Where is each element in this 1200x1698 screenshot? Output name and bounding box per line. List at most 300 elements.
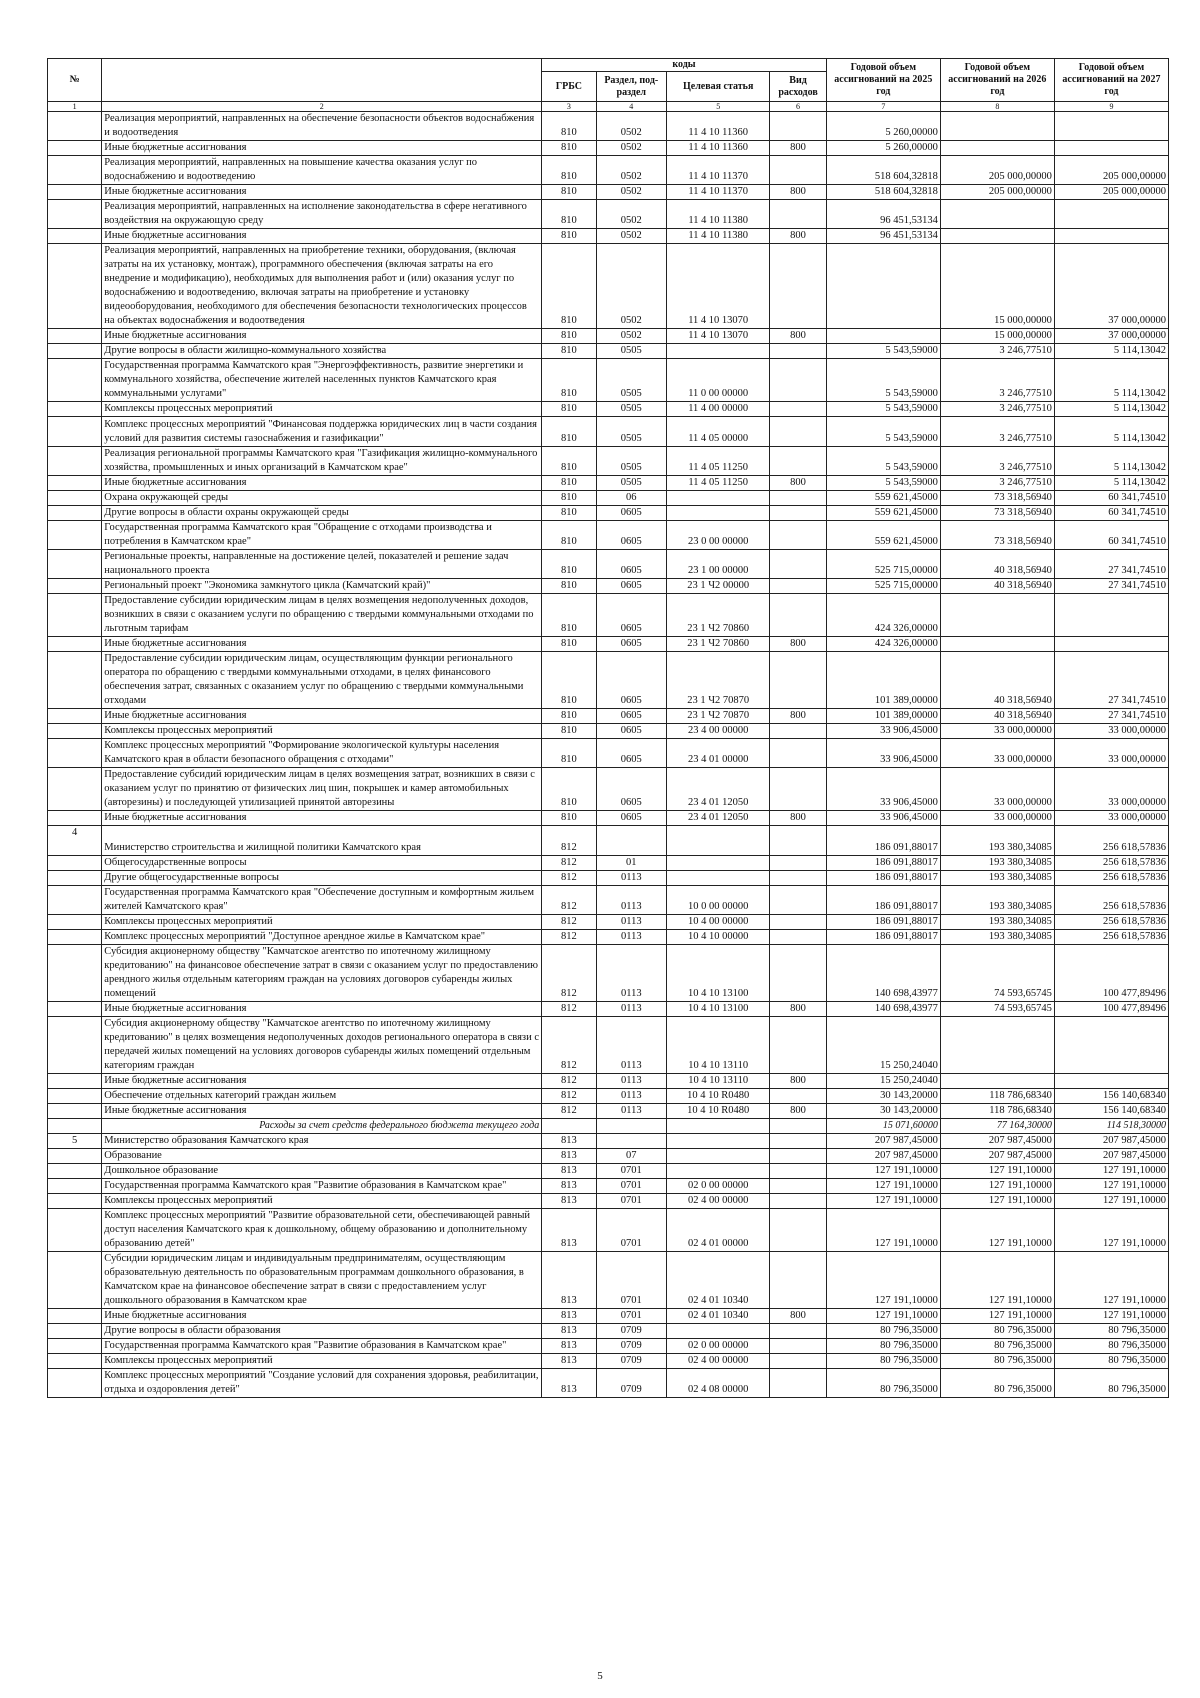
row-amount-2027: 5 114,13042: [1054, 476, 1168, 491]
row-razdel: 0709: [596, 1354, 667, 1369]
row-amount-2027: 5 114,13042: [1054, 402, 1168, 417]
row-vid: 800: [770, 1104, 827, 1119]
row-razdel: 0113: [596, 930, 667, 945]
row-amount-2025: 33 906,45000: [826, 739, 940, 768]
row-amount-2025: 186 091,88017: [826, 886, 940, 915]
table-row: [48, 856, 1169, 871]
row-grbs: 813: [542, 1164, 596, 1179]
header-no: №: [48, 59, 102, 102]
row-target: 11 4 10 11360: [667, 141, 770, 156]
table-row: [48, 447, 1169, 476]
row-amount-2025: 186 091,88017: [826, 856, 940, 871]
row-vid: [770, 402, 827, 417]
row-amount-2025: 559 621,45000: [826, 491, 940, 506]
table-row: [48, 521, 1169, 550]
row-name: Иные бюджетные ассигнования: [102, 637, 542, 652]
row-amount-2026: 207 987,45000: [940, 1134, 1054, 1149]
row-number: [48, 1164, 102, 1179]
header-2027: Годовой объем ассигнований на 2027 год: [1054, 59, 1168, 102]
row-name: Комплекс процессных мероприятий "Создание условий для сохранения здоровья, реабилитации, отдыха и оздоровления детей": [102, 1369, 542, 1398]
row-name: Расходы за счет средств федерального бюджета текущего года: [102, 1119, 542, 1134]
row-amount-2027: 80 796,35000: [1054, 1339, 1168, 1354]
table-row: [48, 1149, 1169, 1164]
row-razdel: 0701: [596, 1164, 667, 1179]
table-row: [48, 1339, 1169, 1354]
row-amount-2025: 140 698,43977: [826, 945, 940, 1002]
row-number: [48, 550, 102, 579]
row-vid: 800: [770, 1074, 827, 1089]
row-target: 23 1 00 00000: [667, 550, 770, 579]
row-vid: [770, 856, 827, 871]
row-razdel: 0605: [596, 521, 667, 550]
row-vid: [770, 1164, 827, 1179]
row-amount-2025: 15 250,24040: [826, 1074, 940, 1089]
row-amount-2026: 193 380,34085: [940, 915, 1054, 930]
row-number: [48, 1369, 102, 1398]
row-number: [48, 359, 102, 402]
row-amount-2026: 193 380,34085: [940, 871, 1054, 886]
row-razdel: 0113: [596, 886, 667, 915]
header-target: Целевая статья: [667, 72, 770, 102]
row-number: [48, 1309, 102, 1324]
table-row: [48, 724, 1169, 739]
table-row: [48, 1354, 1169, 1369]
row-vid: [770, 417, 827, 447]
row-vid: 800: [770, 709, 827, 724]
row-name: Иные бюджетные ассигнования: [102, 329, 542, 344]
row-name: Государственная программа Камчатского края "Энергоэффективность, развитие энергетики и коммунального хозяйства, обеспечение жителей населенных пунктов Камчатского края коммунальными услугами": [102, 359, 542, 402]
row-number: [48, 1179, 102, 1194]
header-grbs: ГРБС: [542, 72, 596, 102]
row-vid: 800: [770, 637, 827, 652]
row-number: [48, 1149, 102, 1164]
row-name: Обеспечение отдельных категорий граждан жильем: [102, 1089, 542, 1104]
col-number: 8: [940, 102, 1054, 112]
header-name: [102, 59, 542, 102]
row-name: Министерство строительства и жилищной политики Камчатского края: [102, 826, 542, 856]
row-number: [48, 112, 102, 141]
header-2026: Годовой объем ассигнований на 2026 год: [940, 59, 1054, 102]
row-vid: 800: [770, 185, 827, 200]
row-grbs: 813: [542, 1149, 596, 1164]
row-amount-2026: 40 318,56940: [940, 652, 1054, 709]
row-name: Государственная программа Камчатского края "Развитие образования в Камчатском крае": [102, 1339, 542, 1354]
row-number: [48, 447, 102, 476]
row-grbs: 812: [542, 826, 596, 856]
row-grbs: 810: [542, 200, 596, 229]
row-number: [48, 329, 102, 344]
row-number: [48, 856, 102, 871]
row-grbs: 810: [542, 244, 596, 329]
row-target: [667, 856, 770, 871]
row-amount-2025: 186 091,88017: [826, 915, 940, 930]
row-razdel: 0605: [596, 724, 667, 739]
row-amount-2027: 60 341,74510: [1054, 506, 1168, 521]
row-amount-2026: 118 786,68340: [940, 1089, 1054, 1104]
table-row: [48, 402, 1169, 417]
table-row: [48, 229, 1169, 244]
row-razdel: [596, 1134, 667, 1149]
row-amount-2026: 33 000,00000: [940, 768, 1054, 811]
row-target: 10 4 00 00000: [667, 915, 770, 930]
row-grbs: 810: [542, 652, 596, 709]
row-number: [48, 871, 102, 886]
row-vid: [770, 945, 827, 1002]
row-amount-2027: 27 341,74510: [1054, 579, 1168, 594]
row-amount-2026: 73 318,56940: [940, 506, 1054, 521]
row-grbs: 810: [542, 344, 596, 359]
table-header: [48, 59, 1169, 112]
row-amount-2026: 127 191,10000: [940, 1194, 1054, 1209]
row-name: Иные бюджетные ассигнования: [102, 709, 542, 724]
row-number: [48, 1339, 102, 1354]
table-row: [48, 915, 1169, 930]
table-row: [48, 1104, 1169, 1119]
row-amount-2026: 33 000,00000: [940, 739, 1054, 768]
row-name: Реализация мероприятий, направленных на приобретение техники, оборудования, (включая затраты на их установку, монтаж), программного обеспечения (включая затраты на его внедрение и модификацию), необходимых для выполнения работ и (или) оказания услуг по водоснабжению и водоотведению, включая затраты на приобретение и установку видеооборудования, необходимого для обеспечения безопасности технологических процессов на объектах водоснабжения и водоотведения: [102, 244, 542, 329]
row-amount-2027: 33 000,00000: [1054, 811, 1168, 826]
row-amount-2026: [940, 1017, 1054, 1074]
row-target: 11 4 10 11380: [667, 200, 770, 229]
table-row: [48, 1074, 1169, 1089]
row-grbs: 812: [542, 1017, 596, 1074]
row-amount-2026: [940, 200, 1054, 229]
row-vid: [770, 1089, 827, 1104]
row-vid: [770, 359, 827, 402]
row-target: 23 4 01 00000: [667, 739, 770, 768]
row-number: [48, 1104, 102, 1119]
table-row: [48, 244, 1169, 329]
row-amount-2027: 114 518,30000: [1054, 1119, 1168, 1134]
col-number: 7: [826, 102, 940, 112]
row-grbs: 810: [542, 402, 596, 417]
row-grbs: 810: [542, 594, 596, 637]
row-vid: [770, 886, 827, 915]
row-name: Предоставление субсидий юридическим лицам в целях возмещения затрат, возникших в связи с оказанием услуг по принятию от физических лиц шин, покрышек и камер автомобильных (авторезины) и последующей утилизацией принятой авторезины: [102, 768, 542, 811]
table-row: [48, 1002, 1169, 1017]
row-amount-2026: 127 191,10000: [940, 1252, 1054, 1309]
row-amount-2027: 33 000,00000: [1054, 739, 1168, 768]
row-target: 10 4 10 R0480: [667, 1089, 770, 1104]
row-name: Другие общегосударственные вопросы: [102, 871, 542, 886]
row-razdel: 0502: [596, 244, 667, 329]
row-target: 10 4 10 00000: [667, 930, 770, 945]
row-vid: [770, 344, 827, 359]
row-name: Иные бюджетные ассигнования: [102, 185, 542, 200]
row-razdel: 0505: [596, 359, 667, 402]
row-target: 10 4 10 13100: [667, 1002, 770, 1017]
row-amount-2025: 525 715,00000: [826, 550, 940, 579]
row-amount-2027: 5 114,13042: [1054, 344, 1168, 359]
row-name: Реализация региональной программы Камчатского края "Газификация жилищно-коммунального хозяйства, промышленных и иных организаций в Камчатском крае": [102, 447, 542, 476]
row-razdel: [596, 826, 667, 856]
row-grbs: 812: [542, 1002, 596, 1017]
row-grbs: 810: [542, 768, 596, 811]
table-row: [48, 344, 1169, 359]
table-row: [48, 1309, 1169, 1324]
row-vid: [770, 506, 827, 521]
row-vid: [770, 1017, 827, 1074]
table-row: [48, 506, 1169, 521]
row-name: Комплекс процессных мероприятий "Доступное арендное жилье в Камчатском крае": [102, 930, 542, 945]
row-razdel: 0709: [596, 1369, 667, 1398]
row-target: 23 1 Ч2 70870: [667, 709, 770, 724]
row-razdel: 01: [596, 856, 667, 871]
row-grbs: 813: [542, 1194, 596, 1209]
row-amount-2027: 5 114,13042: [1054, 417, 1168, 447]
row-grbs: 812: [542, 930, 596, 945]
header-vid: Вид расходов: [770, 72, 827, 102]
row-amount-2027: [1054, 1017, 1168, 1074]
row-number: [48, 1209, 102, 1252]
col-number: 1: [48, 102, 102, 112]
row-amount-2025: 80 796,35000: [826, 1369, 940, 1398]
row-grbs: 813: [542, 1324, 596, 1339]
row-vid: [770, 1339, 827, 1354]
row-amount-2027: 5 114,13042: [1054, 359, 1168, 402]
budget-table-sheet: [47, 58, 1169, 1398]
row-target: 11 4 10 11360: [667, 112, 770, 141]
row-amount-2025: 518 604,32818: [826, 185, 940, 200]
table-row: [48, 1179, 1169, 1194]
row-amount-2027: 207 987,45000: [1054, 1134, 1168, 1149]
row-vid: [770, 915, 827, 930]
row-amount-2026: 127 191,10000: [940, 1179, 1054, 1194]
row-number: [48, 1017, 102, 1074]
table-row: [48, 871, 1169, 886]
row-razdel: 0701: [596, 1179, 667, 1194]
row-grbs: 812: [542, 1104, 596, 1119]
row-amount-2027: 27 341,74510: [1054, 652, 1168, 709]
row-amount-2027: 100 477,89496: [1054, 945, 1168, 1002]
row-vid: [770, 826, 827, 856]
row-amount-2026: 193 380,34085: [940, 826, 1054, 856]
table-row: [48, 1369, 1169, 1398]
row-razdel: 0502: [596, 229, 667, 244]
row-amount-2025: 5 543,59000: [826, 359, 940, 402]
row-amount-2027: 256 618,57836: [1054, 856, 1168, 871]
row-amount-2026: 15 000,00000: [940, 244, 1054, 329]
row-target: 02 4 01 10340: [667, 1309, 770, 1324]
row-name: Дошкольное образование: [102, 1164, 542, 1179]
row-amount-2025: 96 451,53134: [826, 200, 940, 229]
row-razdel: 0113: [596, 1002, 667, 1017]
row-target: [667, 1164, 770, 1179]
row-number: 5: [48, 1134, 102, 1149]
row-razdel: 0701: [596, 1194, 667, 1209]
row-grbs: 810: [542, 156, 596, 185]
row-razdel: 0605: [596, 709, 667, 724]
table-row: [48, 329, 1169, 344]
row-amount-2027: 33 000,00000: [1054, 724, 1168, 739]
row-name: Субсидия акционерному обществу "Камчатское агентство по ипотечному жилищному кредитованию" в целях возмещения недополученных доходов регионального оператора в связи с передачей жилых помещений на условиях договоров субаренды жилых помещений отдельным категориям граждан: [102, 1017, 542, 1074]
col-number: 3: [542, 102, 596, 112]
row-name: Другие вопросы в области охраны окружающей среды: [102, 506, 542, 521]
row-razdel: 0605: [596, 739, 667, 768]
row-razdel: 0605: [596, 811, 667, 826]
row-amount-2026: 207 987,45000: [940, 1149, 1054, 1164]
row-amount-2027: 156 140,68340: [1054, 1089, 1168, 1104]
row-name: Иные бюджетные ассигнования: [102, 811, 542, 826]
row-grbs: 812: [542, 1089, 596, 1104]
row-number: [48, 244, 102, 329]
row-amount-2025: 186 091,88017: [826, 826, 940, 856]
row-vid: [770, 724, 827, 739]
row-name: Иные бюджетные ассигнования: [102, 141, 542, 156]
row-vid: [770, 200, 827, 229]
row-grbs: 810: [542, 141, 596, 156]
row-number: [48, 945, 102, 1002]
row-number: [48, 652, 102, 709]
row-name: Иные бюджетные ассигнования: [102, 1104, 542, 1119]
row-amount-2025: 33 906,45000: [826, 724, 940, 739]
row-number: [48, 915, 102, 930]
row-name: Предоставление субсидии юридическим лицам в целях возмещения недополученных доходов, возникших в связи с оказанием услуги по обращению с твердыми коммунальными отходами по льготным тарифам: [102, 594, 542, 637]
row-name: Охрана окружающей среды: [102, 491, 542, 506]
table-row: [48, 185, 1169, 200]
row-amount-2026: [940, 141, 1054, 156]
row-amount-2027: 80 796,35000: [1054, 1354, 1168, 1369]
row-amount-2026: 127 191,10000: [940, 1209, 1054, 1252]
row-number: 4: [48, 826, 102, 856]
row-grbs: 810: [542, 229, 596, 244]
row-razdel: 0709: [596, 1339, 667, 1354]
row-target: [667, 871, 770, 886]
row-amount-2025: 186 091,88017: [826, 871, 940, 886]
row-name: Министерство образования Камчатского края: [102, 1134, 542, 1149]
row-amount-2026: 74 593,65745: [940, 1002, 1054, 1017]
row-amount-2025: 5 260,00000: [826, 112, 940, 141]
row-vid: [770, 930, 827, 945]
table-row: [48, 826, 1169, 856]
row-target: [667, 1149, 770, 1164]
row-razdel: 0113: [596, 1089, 667, 1104]
row-amount-2025: 33 906,45000: [826, 811, 940, 826]
row-number: [48, 417, 102, 447]
table-row: [48, 156, 1169, 185]
row-amount-2025: 5 260,00000: [826, 141, 940, 156]
row-amount-2027: 27 341,74510: [1054, 709, 1168, 724]
row-name: Образование: [102, 1149, 542, 1164]
row-vid: [770, 491, 827, 506]
row-razdel: 0113: [596, 1104, 667, 1119]
row-grbs: 813: [542, 1252, 596, 1309]
row-razdel: 0113: [596, 915, 667, 930]
row-target: [667, 491, 770, 506]
row-amount-2025: 15 071,60000: [826, 1119, 940, 1134]
header-codes: коды: [542, 59, 827, 72]
row-amount-2026: 127 191,10000: [940, 1164, 1054, 1179]
row-razdel: 0502: [596, 156, 667, 185]
table-row: [48, 359, 1169, 402]
row-target: [667, 506, 770, 521]
row-amount-2025: 80 796,35000: [826, 1339, 940, 1354]
col-number: 5: [667, 102, 770, 112]
row-target: 02 0 00 00000: [667, 1339, 770, 1354]
row-razdel: 0113: [596, 1017, 667, 1074]
row-target: 02 4 00 00000: [667, 1354, 770, 1369]
row-amount-2027: 127 191,10000: [1054, 1309, 1168, 1324]
row-amount-2027: 127 191,10000: [1054, 1179, 1168, 1194]
row-target: 11 0 00 00000: [667, 359, 770, 402]
row-target: 11 4 05 11250: [667, 447, 770, 476]
row-grbs: 812: [542, 871, 596, 886]
row-razdel: 0502: [596, 112, 667, 141]
row-vid: [770, 579, 827, 594]
row-target: 02 4 01 10340: [667, 1252, 770, 1309]
row-grbs: 810: [542, 359, 596, 402]
row-amount-2026: 40 318,56940: [940, 579, 1054, 594]
row-name: Иные бюджетные ассигнования: [102, 229, 542, 244]
row-amount-2026: 3 246,77510: [940, 447, 1054, 476]
row-number: [48, 930, 102, 945]
row-target: 10 4 10 R0480: [667, 1104, 770, 1119]
row-grbs: [542, 1119, 596, 1134]
row-number: [48, 185, 102, 200]
row-amount-2025: 101 389,00000: [826, 652, 940, 709]
row-name: Комплекс процессных мероприятий "Развитие образовательной сети, обеспечивающей равный доступ населения Камчатского края к дошкольному, общему образованию и дополнительному образованию детей": [102, 1209, 542, 1252]
row-number: [48, 1074, 102, 1089]
col-number: 2: [102, 102, 542, 112]
row-target: [667, 1134, 770, 1149]
row-name: Комплекс процессных мероприятий "Формирование экологической культуры населения Камчатского края в области безопасного обращения с отходами": [102, 739, 542, 768]
row-amount-2025: 127 191,10000: [826, 1209, 940, 1252]
row-vid: [770, 1119, 827, 1134]
row-number: [48, 739, 102, 768]
row-grbs: 810: [542, 491, 596, 506]
row-amount-2027: 127 191,10000: [1054, 1252, 1168, 1309]
row-amount-2027: 205 000,00000: [1054, 185, 1168, 200]
table-row: [48, 1119, 1169, 1134]
row-amount-2025: 80 796,35000: [826, 1324, 940, 1339]
row-amount-2027: 256 618,57836: [1054, 930, 1168, 945]
row-target: 11 4 10 13070: [667, 244, 770, 329]
row-amount-2025: 559 621,45000: [826, 521, 940, 550]
row-amount-2027: 156 140,68340: [1054, 1104, 1168, 1119]
row-name: Комплекс процессных мероприятий "Финансовая поддержка юридических лиц в части создания условий для развития системы газоснабжения и газификации": [102, 417, 542, 447]
row-grbs: 813: [542, 1134, 596, 1149]
row-target: 23 4 00 00000: [667, 724, 770, 739]
table-row: [48, 476, 1169, 491]
row-name: Государственная программа Камчатского края "Обращение с отходами производства и потребления в Камчатском крае": [102, 521, 542, 550]
row-razdel: 0605: [596, 594, 667, 637]
row-target: 10 0 00 00000: [667, 886, 770, 915]
row-grbs: 810: [542, 185, 596, 200]
row-grbs: 810: [542, 739, 596, 768]
row-number: [48, 886, 102, 915]
row-amount-2027: [1054, 637, 1168, 652]
row-grbs: 810: [542, 579, 596, 594]
table-row: [48, 112, 1169, 141]
row-name: Иные бюджетные ассигнования: [102, 1002, 542, 1017]
table-row: [48, 579, 1169, 594]
row-target: 10 4 10 13110: [667, 1017, 770, 1074]
row-target: 11 4 10 11380: [667, 229, 770, 244]
row-amount-2027: [1054, 112, 1168, 141]
row-name: Предоставление субсидии юридическим лицам, осуществляющим функции регионального оператора по обращению с твердыми коммунальными отходами, в целях финансового обеспечения затрат, связанных с оказанием услуг по обращению с твердыми коммунальными отходами: [102, 652, 542, 709]
row-number: [48, 491, 102, 506]
row-target: 23 1 Ч2 70870: [667, 652, 770, 709]
row-amount-2027: 37 000,00000: [1054, 244, 1168, 329]
row-amount-2026: 40 318,56940: [940, 550, 1054, 579]
row-amount-2026: 80 796,35000: [940, 1354, 1054, 1369]
row-amount-2026: 77 164,30000: [940, 1119, 1054, 1134]
table-row: [48, 1089, 1169, 1104]
row-amount-2027: [1054, 594, 1168, 637]
row-number: [48, 709, 102, 724]
row-amount-2027: 60 341,74510: [1054, 491, 1168, 506]
row-number: [48, 521, 102, 550]
